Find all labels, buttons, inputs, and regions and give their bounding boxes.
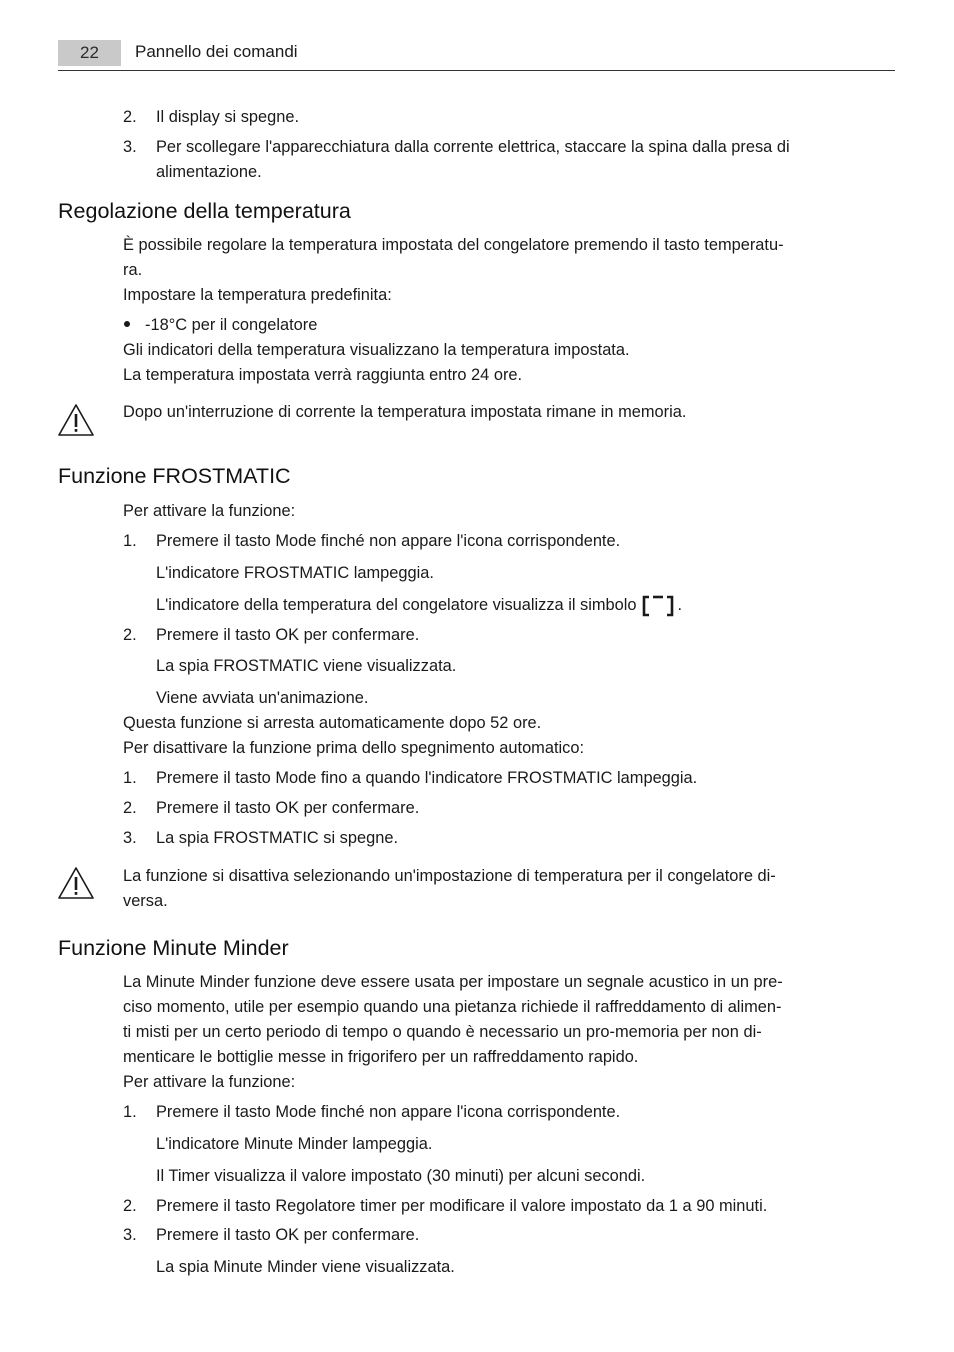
paragraph: menticare le bottiglie messe in frigorifero per un raffreddamento rapido. <box>123 1048 639 1066</box>
warning-icon <box>57 866 95 900</box>
warning-icon <box>57 403 95 437</box>
step-text: Premere il tasto Mode finché non appare l'icona corrispondente. <box>156 1103 621 1121</box>
step-subtext: Viene avviata un'animazione. <box>156 689 369 707</box>
heading-temperature: Regolazione della temperatura <box>58 199 351 223</box>
step-number: 2. <box>123 626 137 644</box>
step-subtext-row <box>156 593 682 618</box>
paragraph: È possibile regolare la temperatura impostata del congelatore premendo il tasto temperatu- <box>123 236 784 254</box>
step-number: 2. <box>123 799 137 817</box>
step-text: Premere il tasto Mode fino a quando l'indicatore FROSTMATIC lampeggia. <box>156 769 698 787</box>
step-subtext: La spia FROSTMATIC viene visualizzata. <box>156 657 457 675</box>
paragraph: Gli indicatori della temperatura visualizzano la temperatura impostata. <box>123 341 630 359</box>
step-text: Per scollegare l'apparecchiatura dalla corrente elettrica, staccare la spina dalla presa di <box>156 138 790 156</box>
step-number: 3. <box>123 138 137 156</box>
punctuation: . <box>677 596 683 614</box>
heading-frostmatic: Funzione FROSTMATIC <box>58 464 291 488</box>
step-text: alimentazione. <box>156 163 262 181</box>
step-subtext: La spia Minute Minder viene visualizzata. <box>156 1258 455 1276</box>
section-title: Pannello dei comandi <box>135 42 298 61</box>
bullet-icon <box>124 321 130 327</box>
step-number: 3. <box>123 1226 137 1244</box>
step-text: Premere il tasto Mode finché non appare l'icona corrispondente. <box>156 532 621 550</box>
paragraph: La temperatura impostata verrà raggiunta entro 24 ore. <box>123 366 523 384</box>
step-number: 1. <box>123 769 137 787</box>
frostmatic-symbol-icon <box>641 595 675 617</box>
paragraph: Per attivare la funzione: <box>123 1073 296 1091</box>
step-text: Premere il tasto OK per confermare. <box>156 799 420 817</box>
step-subtext: L'indicatore FROSTMATIC lampeggia. <box>156 564 434 582</box>
page-number: 22 <box>58 40 121 66</box>
paragraph: Questa funzione si arresta automaticamente dopo 52 ore. <box>123 714 542 732</box>
step-text: Premere il tasto OK per confermare. <box>156 626 420 644</box>
step-text: Il display si spegne. <box>156 108 300 126</box>
paragraph: ra. <box>123 261 143 279</box>
step-number: 3. <box>123 829 137 847</box>
step-subtext: Il Timer visualizza il valore impostato (30 minuti) per alcuni secondi. <box>156 1167 646 1185</box>
step-text: Premere il tasto OK per confermare. <box>156 1226 420 1244</box>
step-subtext: L'indicatore Minute Minder lampeggia. <box>156 1135 433 1153</box>
step-subtext: L'indicatore della temperatura del congelatore visualizza il simbolo <box>156 596 637 614</box>
step-number: 1. <box>123 532 137 550</box>
paragraph: ti misti per un certo periodo di tempo o quando è necessario un pro-memoria per non di- <box>123 1023 762 1041</box>
heading-minute-minder: Funzione Minute Minder <box>58 936 289 960</box>
bullet-text: -18°C per il congelatore <box>145 316 318 334</box>
step-text: La spia FROSTMATIC si spegne. <box>156 829 398 847</box>
step-number: 2. <box>123 1197 137 1215</box>
paragraph: Impostare la temperatura predefinita: <box>123 286 392 304</box>
paragraph: Per disattivare la funzione prima dello spegnimento automatico: <box>123 739 585 757</box>
warning-text: Dopo un'interruzione di corrente la temperatura impostata rimane in memoria. <box>123 403 687 421</box>
warning-text: versa. <box>123 892 168 910</box>
warning-text: La funzione si disattiva selezionando un'impostazione di temperatura per il congelatore di- <box>123 867 776 885</box>
step-number: 1. <box>123 1103 137 1121</box>
step-number: 2. <box>123 108 137 126</box>
paragraph: ciso momento, utile per esempio quando una pietanza richiede il raffreddamento di alimen- <box>123 998 782 1016</box>
step-text: Premere il tasto Regolatore timer per modificare il valore impostato da 1 a 90 minuti. <box>156 1197 768 1215</box>
header-divider <box>58 70 895 71</box>
paragraph: Per attivare la funzione: <box>123 502 296 520</box>
paragraph: La Minute Minder funzione deve essere usata per impostare un segnale acustico in un pre- <box>123 973 783 991</box>
